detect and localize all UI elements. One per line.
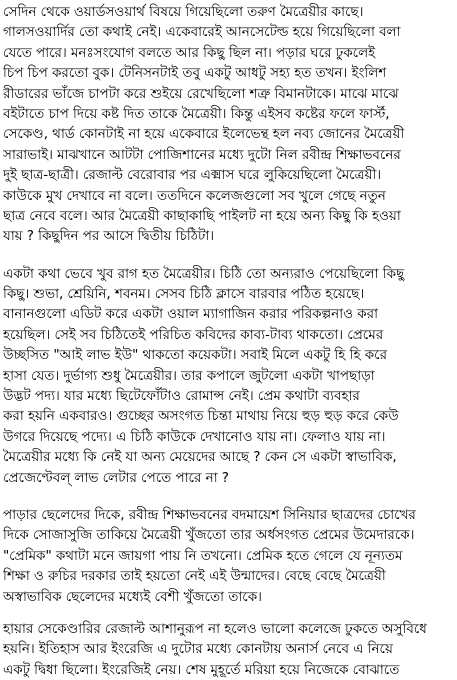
text-line: অস্বাভাবিক ছেলেদের মধ্যেই বেশী খুঁজতো তাকে। [3,588,262,605]
text-line: বইটাতে চাপ দিয়ে কষ্ট দিত তাকে মৈত্রেয়ী। কিন্তু এইসব কষ্টের ফলে ফার্স্ট, [3,105,390,122]
paragraph-4 [3,619,454,680]
text-line: দুই ছাত্র-ছাত্রী। রেজাল্ট বেরোবার পর এক্মাস ঘরে লুকিয়েছিলো মৈত্রেয়ী। [3,167,382,184]
text-line: হাসা যেত। দুর্ভাগ্য শুধু মৈত্রেয়ীর। তার কপালে জুটলো একটা খাপছাড়া [3,367,375,384]
paragraph-2 [3,264,454,488]
text-line: মৈত্রেয়ীর মধ্যে কি নেই যা অন্য মেয়েদের আছে ? কেন সে একটা স্বাভাবিক, [3,449,397,466]
text-line: গালসওয়ার্দির তো কথাই নেই। একেবারেই আনসেটেল্ড হয়ে গিয়েছিলো বলা [3,24,401,41]
text-line: হয়েছিল। সেই সব চিঠিতেই পরিচিত কবিদের কাব্য-টাব্য থাকতো। প্রেমের [3,326,384,343]
text-line: ছাত্র নেবে বলে। আর মৈত্রেয়ী কাছাকাছি পাইলট না হয়ে অন্য কিছু কি হওয়া [3,207,401,224]
text-line: পাড়ার ছেলেদের দিকে, রবীন্দ্র শিক্ষাভবনের বদমায়েশ সিনিয়ার ছাত্রদের চোখের [3,506,416,523]
text-line: একটা কথা ভেবে খুব রাগ হত মৈত্রেয়ীর। চিঠি তো অন্যরাও পেয়েছিলো কিছু [3,265,405,282]
paragraph-1 [3,2,454,247]
text-line: কাউকে মুখ দেখাবে না বলে। ততদিনে কলেজগুলো সব খুলে গেছে নতুন [3,187,386,204]
text-line: বানানগুলো এডিট করে একটা ওয়াল ম্যাগাজিন করার পরিকল্পনাও করা [3,306,378,323]
text-line: হায়ার সেকেণ্ডারির রেজাল্ট আশানুরূপ না হলেও ভালো কলেজে ঢুকতে অসুবিধে [3,620,427,637]
text-line: করা হয়নি একবারও। গুচ্ছের অসংগত চিন্তা মাথায় নিয়ে হুড় হুড় করে কেউ [3,408,399,425]
text-line: সেদিন থেকে ওয়ার্ডসওয়ার্থ বিষয়ে গিয়েছিলো তরুণ মৈত্রেয়ীর কাছে। [3,4,364,20]
text-line: যেতে পারে। মনঃসংযোগ বলতে আর কিছু ছিল না। পড়ার ঘরে ঢুকলেই [3,44,376,61]
text-line: একটু দ্বিধা ছিলো। ইংরেজিই নেয়। শেষ মুহূর্তে মরিয়া হয়ে নিজেকে বোঝাতে [3,661,400,678]
paragraph-spacer [3,247,454,264]
text-line: সেকেণ্ড, থার্ড কোনটাই না হয়ে একেবারে ইলেভেন্থ হল নব্য জোনের মৈত্রেয়ী [3,126,405,143]
text-line: দিকে সোজাসুজি তাকিয়ে মৈত্রেয়ী খুঁজতো তার অর্ধসংগত প্রেমের উমেদারকে। [3,527,415,544]
text-line: প্রেজেণ্টেবল্ লাভ লেটার পেতে পারে না ? [3,469,229,486]
text-line: শিক্ষা ও রুচির দরকার তাই হয়তো নেই এই উন্মাদের। বেছে বেছে মৈত্রেয়ী [3,568,386,585]
text-line: উচ্ছসিত "আই লাভ ইউ" থাকতো কয়েকটা। সবাই মিলে একটু হি হি করে [3,347,387,364]
text-line: "প্রেমিক" কথাটা মনে জায়গা পায় নি তখনো। প্রেমিক হতে গেলে যে নূন্যতম [3,547,403,564]
text-line: কিছু। শুভা, শ্রেয়িনি, শবনম। সেসব চিঠি ক্লাসে বারবার পঠিত হয়েছে। [3,286,365,303]
text-line: সারাভাই। মাঝখানে আটটা পোজিশানের মধ্যে দুটো নিল রবীন্দ্র শিক্ষাভবনের [3,146,401,163]
text-line: হয়নি। ইতিহাস আর ইংরেজি এ দুটোর মধ্যে কোনটায় অনার্স নেবে এ নিয়ে [3,641,393,658]
text-line: উগরে দিয়েছে পদ্যে। এ চিঠি কাউকে দেখানোও যায় না। ফেলাও যায় না। [3,428,386,445]
text-line: রীডারের ভাঁজে চাপটা করে শুইয়ে রেখেছিলো শত্রু বিমানটাকে। মাঝে মাঝে [3,85,399,102]
paragraph-spacer [3,607,454,619]
text-line: উদ্ভট পদ্য। যার মধ্যে ছিটেফোঁটাও রোমান্স নেই। প্রেম কথাটা ব্যবহার [3,388,360,405]
text-line: যায় ? কিছুদিন পর আসে দ্বিতীয় চিঠিটা। [3,228,214,245]
paragraph-3 [3,505,454,607]
text-line: চিপ চিপ করতো বুক। টেনিসনটাই তবু একটু আধটু সহ্য হত তখন। ইংলিশ [3,65,387,82]
paragraph-spacer [3,488,454,505]
